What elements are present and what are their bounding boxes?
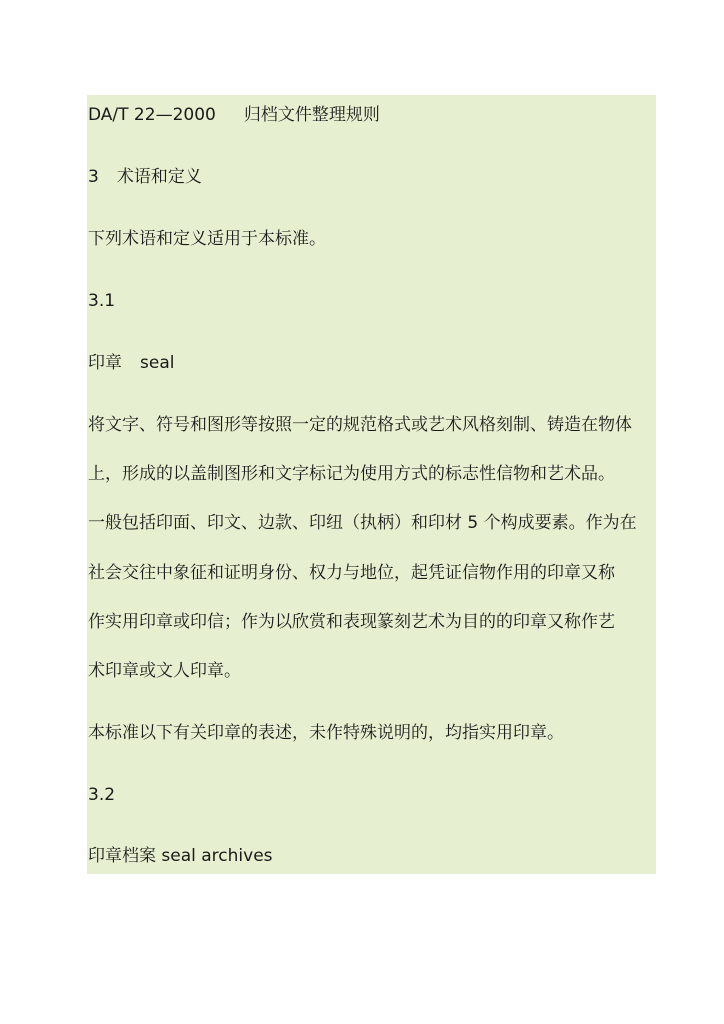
term-heading [88,353,174,373]
section-title: 术语和定义 [116,167,202,187]
term-number: 3.2 [88,785,116,805]
term-name-cn: 印章 [88,353,122,373]
document-header [88,105,380,125]
definition-line: 将文字、符号和图形等按照一定的规范格式或艺术风格刻制、铸造在物体 [88,415,632,435]
term-number: 3.1 [88,291,116,311]
definition-line: 术印章或文人印章。 [88,661,241,681]
standard-code: DA/T 22—2000 [88,105,216,125]
term-name-en: seal [140,353,175,373]
definition-line: 上，形成的以盖制图形和文字标记为使用方式的标志性信物和艺术品。 [88,464,615,484]
term-heading: 印章档案 seal archives [88,846,273,866]
section-heading [88,167,202,187]
section-number: 3 [88,167,99,187]
definition-line: 一般包括印面、印文、边款、印纽（执柄）和印材 5 个构成要素。作为在 [88,513,637,533]
standard-title: 归档文件整理规则 [243,105,380,125]
intro-text: 下列术语和定义适用于本标准。 [88,229,326,249]
definition-line: 作实用印章或印信；作为以欣赏和表现篆刻艺术为目的的印章又称作艺 [88,612,615,632]
definition-line: 社会交往中象征和证明身份、权力与地位，起凭证信物作用的印章又称 [88,563,615,583]
term-note: 本标准以下有关印章的表述，未作特殊说明的，均指实用印章。 [88,723,564,743]
highlight-panel [87,95,656,874]
